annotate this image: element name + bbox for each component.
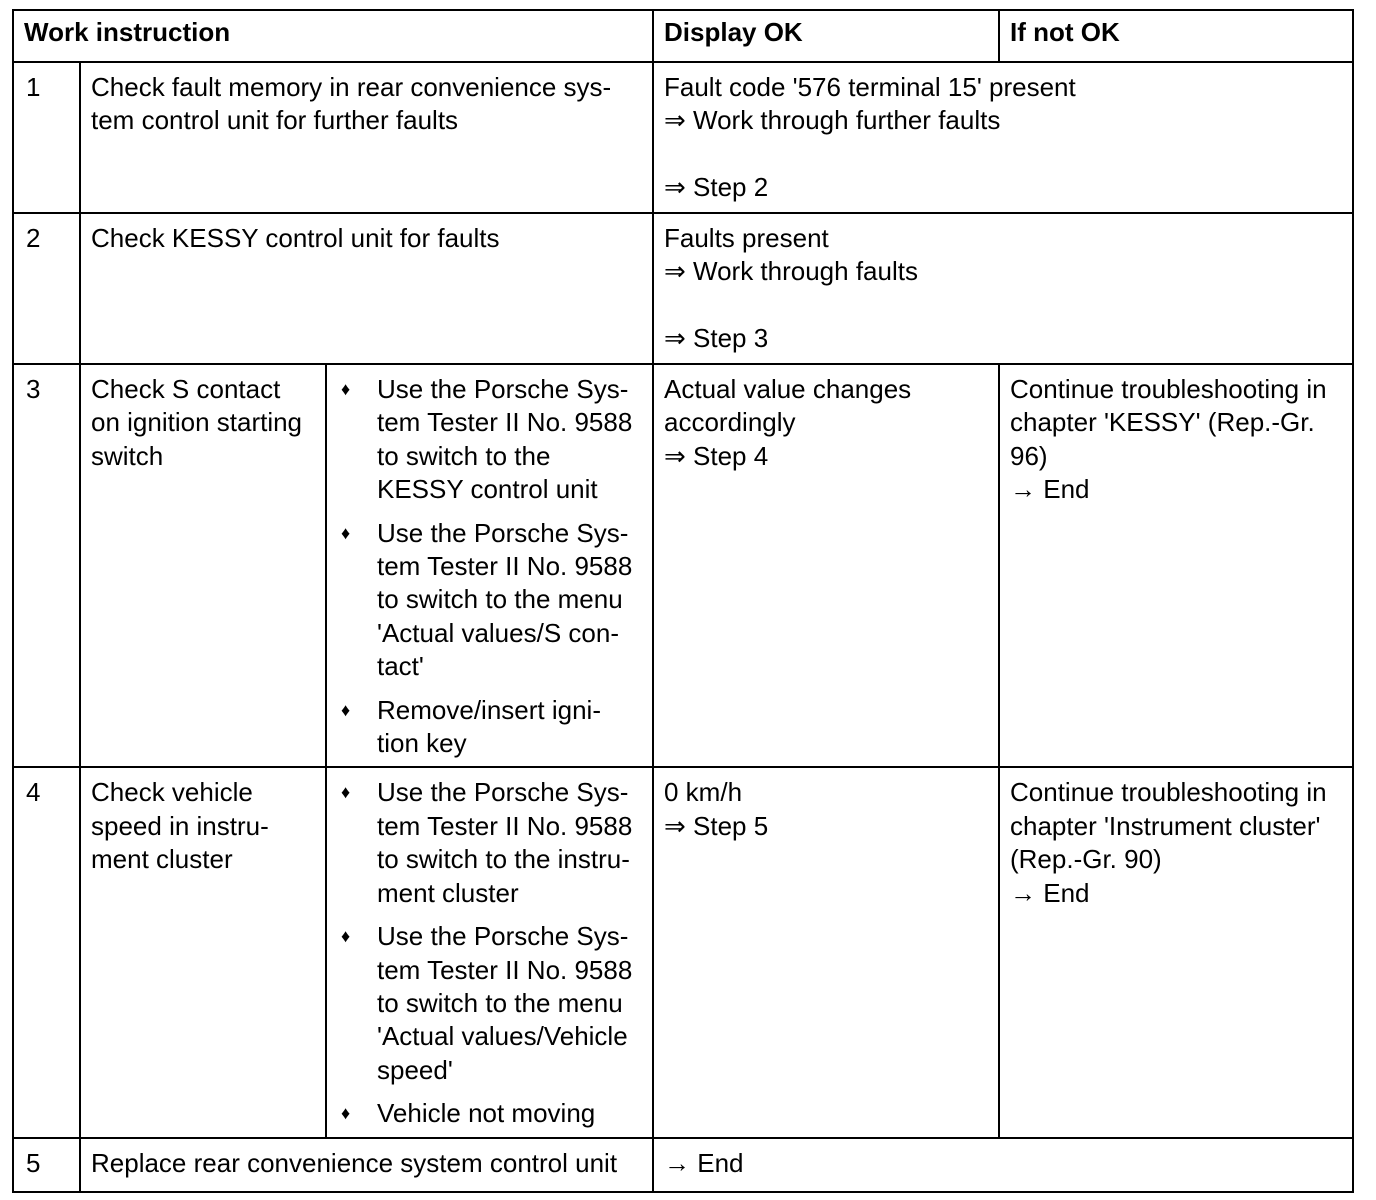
display-ok-line: Actual value changes accordingly [664, 374, 912, 438]
step-substeps [326, 364, 653, 767]
diamond-bullet-icon: ♦ [341, 699, 351, 720]
header-display-ok: Display OK [653, 10, 999, 62]
display-ok-line: 0 km/h [664, 777, 743, 808]
substep-item: ♦ Remove/insert igni-tion key [341, 694, 601, 759]
step-instruction: Check vehicle speed in instru-ment cluster [80, 767, 326, 1137]
header-work-instruction: Work instruction [13, 10, 653, 62]
display-ok-line: → End [664, 1147, 744, 1178]
step-display-ok [653, 364, 999, 767]
step-number: 1 [13, 62, 80, 213]
substep-item: ♦ Use the Porsche Sys-tem Tester II No. 9588 to switch to the instru-ment cluster [341, 777, 633, 908]
table-row [13, 1138, 1353, 1192]
step-display-ok [653, 213, 1353, 364]
header-if-not-ok: If not OK [999, 10, 1353, 62]
if-not-ok-line: Continue troubleshooting in chapter 'KESSY' (Rep.-Gr. 96) [1010, 374, 1327, 471]
if-not-ok-line: → End [1010, 474, 1090, 505]
display-ok-line: ⇒ Step 5 [664, 810, 769, 841]
table-row [13, 364, 1353, 767]
substep-list [337, 776, 642, 1130]
step-instruction: Check fault memory in rear convenience sys-tem control unit for further faults [80, 62, 653, 213]
display-ok-line: Fault code '576 terminal 15' present [664, 72, 1076, 102]
display-ok-line: ⇒ Work through faults [664, 256, 918, 287]
step-display-ok [653, 62, 1353, 213]
display-ok-line: ⇒ Step 3 [664, 323, 769, 354]
display-ok-line: ⇒ Step 2 [664, 172, 769, 203]
step-number: 3 [13, 364, 80, 767]
diamond-bullet-icon: ♦ [341, 926, 351, 947]
step-if-not-ok [999, 364, 1353, 767]
substep-list [337, 373, 642, 760]
if-not-ok-line: → End [1010, 877, 1090, 908]
substep-item: ♦ Use the Porsche Sys-tem Tester II No. 9588 to switch to the menu 'Actual values/S con-tact' [341, 517, 633, 682]
table-row [13, 62, 1353, 213]
step-substeps [326, 767, 653, 1137]
diamond-bullet-icon: ♦ [341, 1103, 351, 1124]
display-ok-line: ⇒ Step 4 [664, 440, 769, 471]
substep-item: ♦ Vehicle not moving [337, 1097, 642, 1130]
step-number: 4 [13, 767, 80, 1137]
step-display-ok [653, 1138, 1353, 1192]
step-instruction: Check KESSY control unit for faults [80, 213, 653, 364]
step-if-not-ok [999, 767, 1353, 1137]
step-instruction: Check S contact on ignition starting switch [80, 364, 326, 767]
substep-item: ♦ Use the Porsche Sys-tem Tester II No. 9588 to switch to the KESSY control unit [341, 374, 633, 505]
substep-item: ♦ Use the Porsche Sys-tem Tester II No. 9588 to switch to the menu 'Actual values/Vehicle speed' [341, 921, 633, 1085]
step-instruction: Replace rear convenience system control unit [80, 1138, 653, 1192]
table-header-row [13, 10, 1353, 62]
diamond-bullet-icon: ♦ [341, 522, 351, 543]
step-display-ok [653, 767, 999, 1137]
if-not-ok-line: Continue troubleshooting in chapter 'Instrument cluster' (Rep.-Gr. 90) [1010, 777, 1327, 875]
diamond-bullet-icon: ♦ [341, 379, 351, 399]
diamond-bullet-icon: ♦ [341, 782, 351, 803]
step-number: 2 [13, 213, 80, 364]
work-instruction-table [12, 9, 1354, 1193]
display-ok-line: Faults present [664, 223, 829, 253]
display-ok-line: ⇒ Work through further faults [664, 105, 1001, 136]
table-row [13, 767, 1353, 1137]
step-number: 5 [13, 1138, 80, 1192]
table-row [13, 213, 1353, 364]
